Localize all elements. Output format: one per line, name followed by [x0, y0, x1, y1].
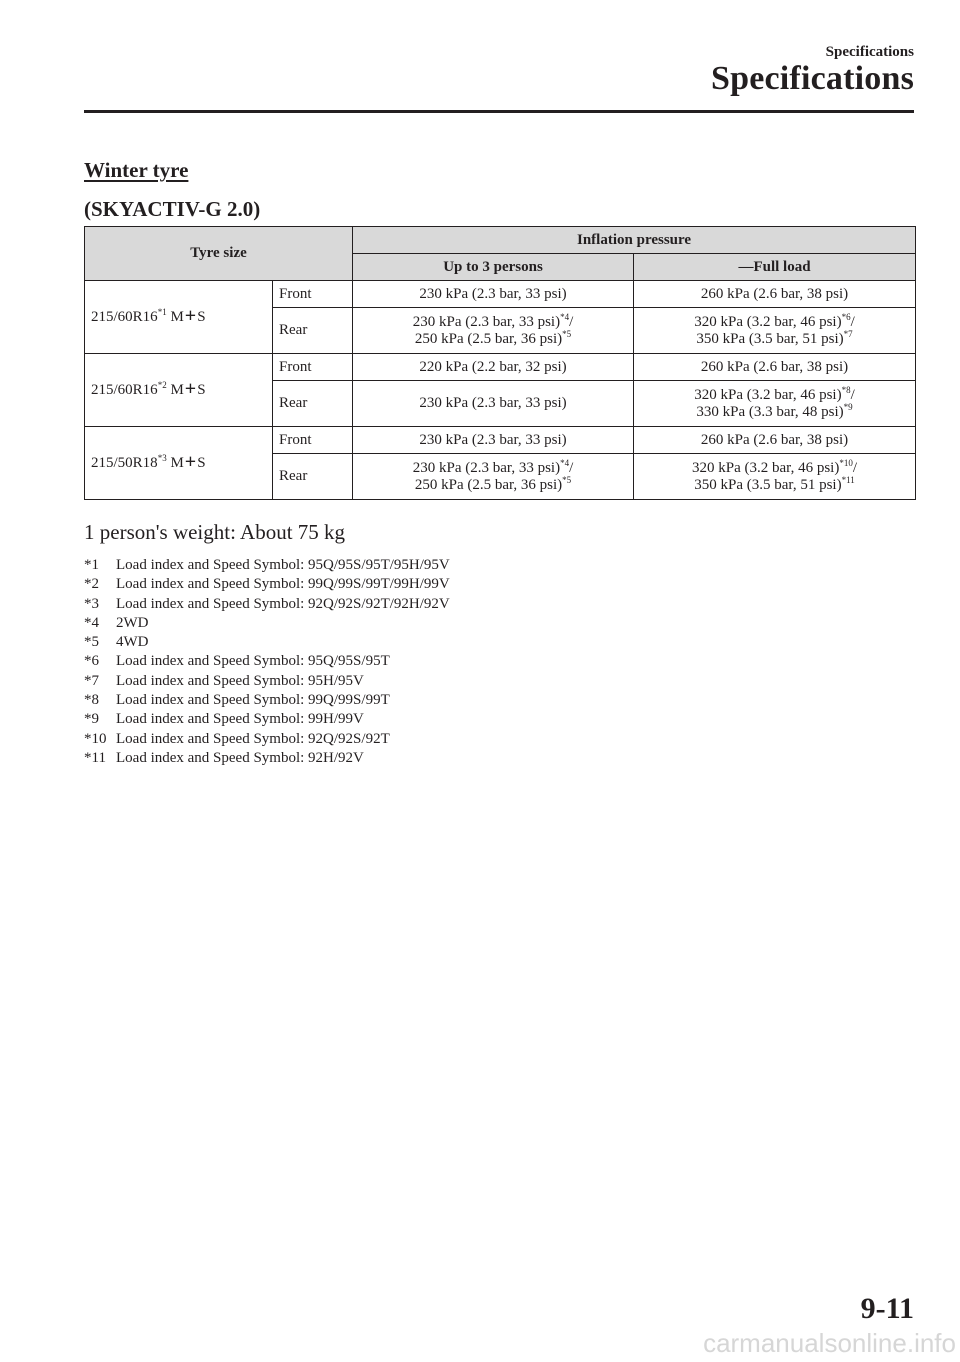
pressure-value: 230 kPa (2.3 bar, 33 psi) [353, 381, 634, 427]
table-header-row [85, 227, 916, 254]
header-up-to-3-persons: Up to 3 persons [353, 254, 634, 281]
list-item: *11 Load index and Speed Symbol: 92H/92V [84, 749, 364, 766]
header-tyre-size: Tyre size [85, 227, 353, 281]
engine-subtitle: (SKYACTIV-G 2.0) [84, 197, 261, 221]
axle-rear-label: Rear [273, 381, 353, 427]
pressure-value: 230 kPa (2.3 bar, 33 psi) [353, 427, 634, 454]
pressure-value: 320 kPa (3.2 bar, 46 psi)$^{*8}$/ 330 kPa (3.3 bar, 48 psi)$^{*9}$ [634, 381, 916, 427]
tyre-size-cell: 215/60R16$^{*1}$ M+S [85, 281, 273, 354]
pressure-value: 220 kPa (2.2 bar, 32 psi) [353, 354, 634, 381]
list-item: *6 Load index and Speed Symbol: 95Q/95S/95T [84, 653, 390, 670]
person-weight-note: 1 person's weight: About 75 kg [84, 520, 346, 544]
header-full-load: —Full load [634, 254, 916, 281]
list-item: *3 Load index and Speed Symbol: 92Q/92S/92T/92H/92V [84, 595, 450, 612]
table-row [85, 427, 916, 454]
axle-rear-label: Rear [273, 308, 353, 354]
plus-icon: + [184, 304, 197, 327]
axle-front-label: Front [273, 354, 353, 381]
watermark: carmanualsonline.info [703, 1328, 956, 1358]
list-item: *7 Load index and Speed Symbol: 95H/95V [84, 672, 364, 689]
header-section-small: Specifications [825, 44, 914, 60]
list-item: *8 Load index and Speed Symbol: 99Q/99S/99T [84, 692, 390, 709]
list-item: *1 Load index and Speed Symbol: 95Q/95S/95T/95H/95V [84, 557, 450, 573]
pressure-value: 320 kPa (3.2 bar, 46 psi)$^{*10}$/ 350 kPa (3.5 bar, 51 psi)$^{*11}$ [634, 454, 916, 500]
pressure-value: 320 kPa (3.2 bar, 46 psi)$^{*6}$/ 350 kPa (3.5 bar, 51 psi)$^{*7}$ [634, 308, 916, 354]
table-row [85, 354, 916, 381]
plus-icon: + [184, 450, 197, 473]
pressure-value: 260 kPa (2.6 bar, 38 psi) [634, 427, 916, 454]
header-section-title: Specifications [710, 60, 914, 97]
axle-front-label: Front [273, 281, 353, 308]
plus-icon: + [184, 377, 197, 400]
header-inflation-pressure: Inflation pressure [353, 227, 916, 254]
list-item: *2 Load index and Speed Symbol: 99Q/99S/99T/99H/99V [84, 576, 450, 593]
pressure-value: 230 kPa (2.3 bar, 33 psi) [353, 281, 634, 308]
list-item: *9 Load index and Speed Symbol: 99H/99V [84, 711, 364, 728]
list-item: *4 2WD [84, 614, 149, 631]
tyre-size-cell: 215/50R18$^{*3}$ M+S [85, 427, 273, 500]
footnote-list [84, 556, 450, 768]
table-row [85, 281, 916, 308]
pressure-value: 260 kPa (2.6 bar, 38 psi) [634, 281, 916, 308]
axle-rear-label: Rear [273, 454, 353, 500]
pressure-value: 230 kPa (2.3 bar, 33 psi)$^{*4}$/ 250 kPa (2.5 bar, 36 psi)$^{*5}$ [353, 308, 634, 354]
list-item: *10 Load index and Speed Symbol: 92Q/92S/92T [84, 730, 390, 747]
header-divider [84, 110, 914, 113]
section-title: Winter tyre [84, 158, 189, 182]
pressure-value: 230 kPa (2.3 bar, 33 psi)$^{*4}$/ 250 kPa (2.5 bar, 36 psi)$^{*5}$ [353, 454, 634, 500]
pressure-value: 260 kPa (2.6 bar, 38 psi) [634, 354, 916, 381]
tyre-size-cell: 215/60R16$^{*2}$ M+S [85, 354, 273, 427]
list-item: *5 4WD [84, 634, 149, 651]
axle-front-label: Front [273, 427, 353, 454]
page-number: 9-11 [860, 1292, 914, 1325]
tyre-pressure-table [84, 226, 916, 500]
